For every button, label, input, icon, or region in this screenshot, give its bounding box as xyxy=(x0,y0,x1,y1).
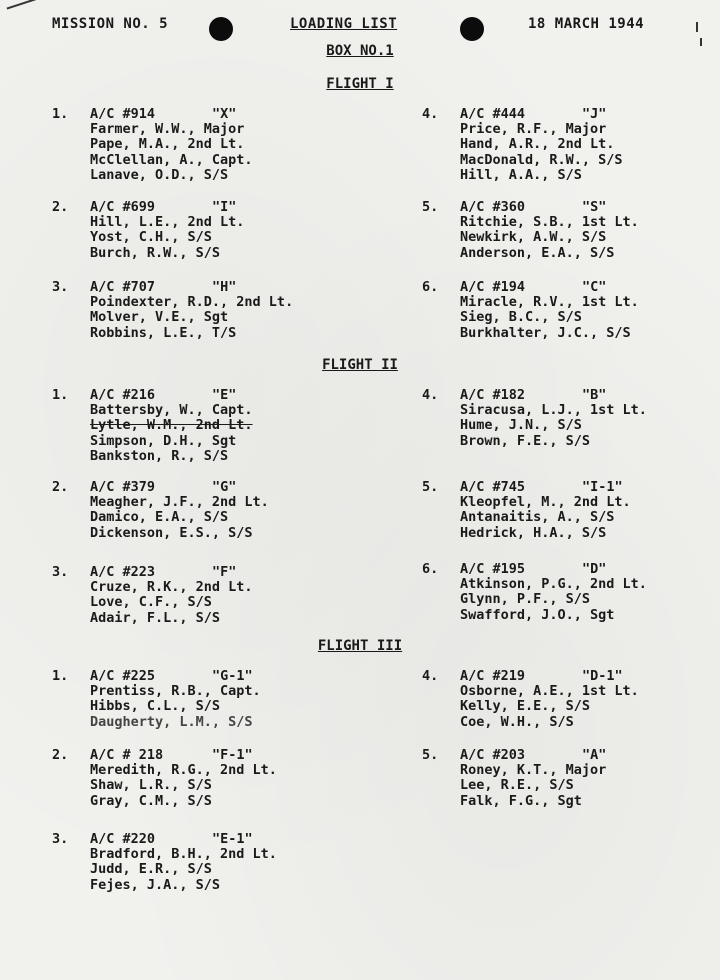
entry-number: 1. xyxy=(52,106,69,122)
crew-list xyxy=(90,763,277,809)
entry-number: 6. xyxy=(422,279,439,295)
document-date: 18 MARCH 1944 xyxy=(528,16,645,32)
crew-list xyxy=(90,403,253,464)
crew-list xyxy=(460,684,639,730)
crew-member: Hill, A.A., S/S xyxy=(460,166,582,183)
crew-member: Dickenson, E.S., S/S xyxy=(90,524,253,541)
entry-number: 5. xyxy=(422,479,439,495)
crew-member: Burkhalter, J.C., S/S xyxy=(460,324,631,341)
aircraft-number: A/C #203 xyxy=(460,747,526,763)
crew-member: Bankston, R., S/S xyxy=(90,447,229,464)
aircraft-code: "F-1" xyxy=(212,747,253,763)
aircraft-code: "I" xyxy=(212,199,237,215)
crew-member: Pape, M.A., 2nd Lt. xyxy=(90,136,245,153)
crew-member: Judd, E.R., S/S xyxy=(90,861,212,878)
crew-list xyxy=(460,763,606,809)
aircraft-number: A/C #914 xyxy=(90,106,156,122)
crew-list xyxy=(460,122,623,183)
aircraft-number: A/C #225 xyxy=(90,668,156,684)
crew-member: Yost, C.H., S/S xyxy=(90,229,212,246)
crew-member: Meredith, R.G., 2nd Lt. xyxy=(90,762,277,778)
punch-hole xyxy=(460,17,484,41)
flight-heading: FLIGHT I xyxy=(326,76,394,92)
crew-member: Adair, F.L., S/S xyxy=(90,609,221,626)
aircraft-code: "A" xyxy=(582,747,607,763)
aircraft-number: A/C #444 xyxy=(460,106,526,122)
crew-member: MacDonald, R.W., S/S xyxy=(460,151,623,168)
aircraft-code: "H" xyxy=(212,279,237,295)
crew-list xyxy=(90,847,277,893)
crew-member: Damico, E.A., S/S xyxy=(90,509,229,526)
crew-member: Glynn, P.F., S/S xyxy=(460,591,591,608)
aircraft-number: A/C #699 xyxy=(90,199,156,215)
entry-number: 3. xyxy=(52,279,69,295)
crew-member: Lanave, O.D., S/S xyxy=(90,166,229,183)
crew-member: Farmer, W.W., Major xyxy=(90,121,245,137)
aircraft-number: A/C #182 xyxy=(460,387,526,403)
aircraft-number: A/C #220 xyxy=(90,831,156,847)
aircraft-code: "B" xyxy=(582,387,607,403)
crew-member: Gray, C.M., S/S xyxy=(90,792,212,809)
crew-member: Ritchie, S.B., 1st Lt. xyxy=(460,214,639,230)
aircraft-code: "X" xyxy=(212,106,237,122)
entry-number: 4. xyxy=(422,106,439,122)
crew-member: Roney, K.T., Major xyxy=(460,762,607,778)
aircraft-number: A/C #707 xyxy=(90,279,156,295)
crew-member: Anderson, E.A., S/S xyxy=(460,244,615,261)
crew-member: Newkirk, A.W., S/S xyxy=(460,229,607,246)
flight-heading: FLIGHT II xyxy=(322,357,398,373)
aircraft-number: A/C #223 xyxy=(90,564,156,580)
crew-member: Lytle, W.M., 2nd Lt. xyxy=(90,417,253,434)
aircraft-code: "J" xyxy=(582,106,607,122)
crew-member: Brown, F.E., S/S xyxy=(460,432,591,449)
crew-member: Atkinson, P.G., 2nd Lt. xyxy=(460,576,647,592)
crew-member: Price, R.F., Major xyxy=(460,121,607,137)
aircraft-code: "I-1" xyxy=(582,479,623,495)
crew-list xyxy=(460,295,639,341)
flight-heading: FLIGHT III xyxy=(317,638,403,654)
document-title: LOADING LIST xyxy=(290,16,398,32)
entry-number: 3. xyxy=(52,564,69,580)
entry-number: 6. xyxy=(422,561,439,577)
crew-member: Swafford, J.O., Sgt xyxy=(460,606,615,623)
crew-member: Daugherty, L.M., S/S xyxy=(90,713,253,730)
crew-member: Coe, W.H., S/S xyxy=(460,713,574,730)
aircraft-code: "G-1" xyxy=(212,668,253,684)
box-heading: BOX NO.1 xyxy=(326,43,394,59)
crew-member: Fejes, J.A., S/S xyxy=(90,876,221,893)
crew-member: Lee, R.E., S/S xyxy=(460,777,574,794)
crew-member: Poindexter, R.D., 2nd Lt. xyxy=(90,294,294,310)
crew-member: Falk, F.G., Sgt xyxy=(460,792,582,809)
crew-member: Shaw, L.R., S/S xyxy=(90,777,212,794)
crew-member: Hibbs, C.L., S/S xyxy=(90,698,221,715)
aircraft-code: "D-1" xyxy=(582,668,623,684)
crew-member: Osborne, A.E., 1st Lt. xyxy=(460,683,639,699)
crew-member: Cruze, R.K., 2nd Lt. xyxy=(90,579,253,595)
entry-number: 5. xyxy=(422,747,439,763)
aircraft-code: "E-1" xyxy=(212,831,253,847)
crew-list xyxy=(90,684,261,730)
punch-hole xyxy=(209,17,233,41)
entry-number: 2. xyxy=(52,199,69,215)
crew-member: Robbins, L.E., T/S xyxy=(90,324,237,341)
entry-number: 4. xyxy=(422,387,439,403)
aircraft-code: "D" xyxy=(582,561,607,577)
crew-member: Bradford, B.H., 2nd Lt. xyxy=(90,846,277,862)
mission-number: MISSION NO. 5 xyxy=(52,16,169,32)
crew-member: Simpson, D.H., Sgt xyxy=(90,432,237,449)
crew-member: Hill, L.E., 2nd Lt. xyxy=(90,214,245,230)
aircraft-number: A/C #745 xyxy=(460,479,526,495)
aircraft-code: "G" xyxy=(212,479,237,495)
crew-list xyxy=(460,403,647,449)
entry-number: 1. xyxy=(52,387,69,403)
aircraft-number: A/C #379 xyxy=(90,479,156,495)
crew-member: Hand, A.R., 2nd Lt. xyxy=(460,136,615,153)
aircraft-code: "F" xyxy=(212,564,237,580)
crew-member: Hume, J.N., S/S xyxy=(460,417,582,434)
aircraft-number: A/C #194 xyxy=(460,279,526,295)
crew-list xyxy=(460,495,631,541)
aircraft-number: A/C #219 xyxy=(460,668,526,684)
aircraft-number: A/C #360 xyxy=(460,199,526,215)
crew-member: Miracle, R.V., 1st Lt. xyxy=(460,294,639,310)
entry-number: 1. xyxy=(52,668,69,684)
crew-member: Antanaitis, A., S/S xyxy=(460,509,615,526)
crew-list xyxy=(460,577,647,623)
crew-list xyxy=(90,580,253,626)
crew-member: Love, C.F., S/S xyxy=(90,594,212,611)
crew-list xyxy=(90,122,253,183)
crew-member: Sieg, B.C., S/S xyxy=(460,309,582,326)
aircraft-number: A/C #216 xyxy=(90,387,156,403)
crew-member: Molver, V.E., Sgt xyxy=(90,309,229,326)
crew-member: Kleopfel, M., 2nd Lt. xyxy=(460,494,631,510)
entry-number: 2. xyxy=(52,479,69,495)
aircraft-number: A/C # 218 xyxy=(90,747,164,763)
aircraft-code: "C" xyxy=(582,279,607,295)
entry-number: 3. xyxy=(52,831,69,847)
crew-member: McClellan, A., Capt. xyxy=(90,151,253,168)
aircraft-code: "E" xyxy=(212,387,237,403)
crew-member: Kelly, E.E., S/S xyxy=(460,698,591,715)
crew-member: Prentiss, R.B., Capt. xyxy=(90,683,261,699)
aircraft-code: "S" xyxy=(582,199,607,215)
aircraft-number: A/C #195 xyxy=(460,561,526,577)
crew-list xyxy=(460,215,639,261)
margin-mark xyxy=(696,22,698,32)
entry-number: 4. xyxy=(422,668,439,684)
crew-list xyxy=(90,295,293,341)
crew-list xyxy=(90,495,269,541)
entry-number: 2. xyxy=(52,747,69,763)
crew-member: Siracusa, L.J., 1st Lt. xyxy=(460,402,647,418)
crew-list xyxy=(90,215,244,261)
crew-member: Meagher, J.F., 2nd Lt. xyxy=(90,494,269,510)
crew-member: Battersby, W., Capt. xyxy=(90,402,253,418)
entry-number: 5. xyxy=(422,199,439,215)
corner-pencil-mark xyxy=(7,0,42,10)
crew-member: Hedrick, H.A., S/S xyxy=(460,524,607,541)
crew-member: Burch, R.W., S/S xyxy=(90,244,221,261)
